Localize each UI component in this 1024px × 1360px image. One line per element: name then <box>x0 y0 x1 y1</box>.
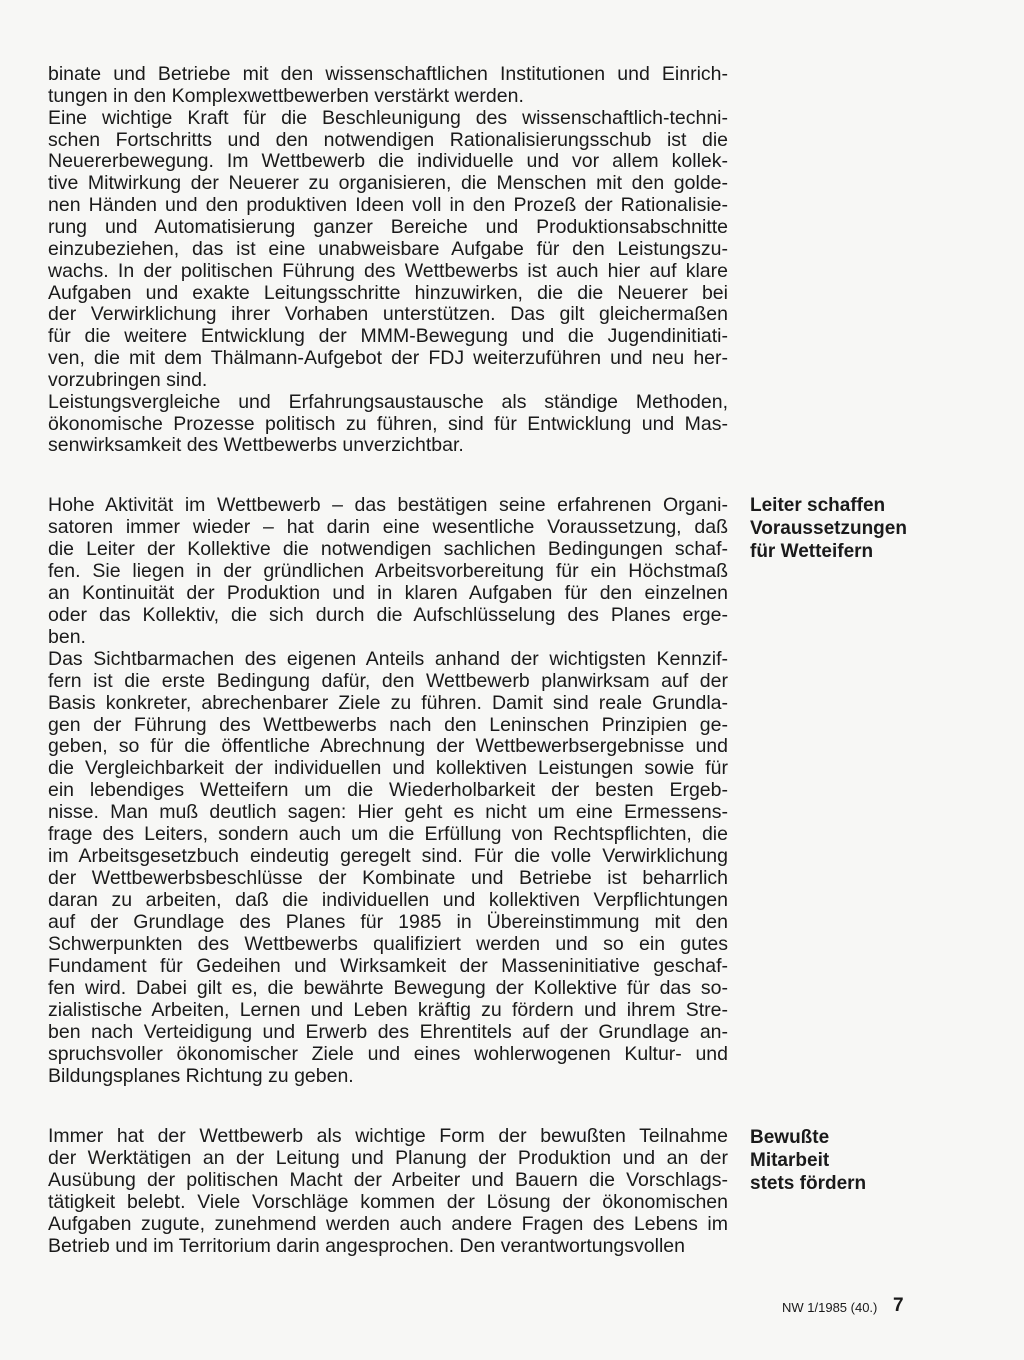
text-line: tungen in den Komplexwettbewerben verstärkt werden. <box>48 84 524 107</box>
text-line: der Wettbewerbsbeschlüsse der Kombinate und Betriebe ist beharrlich <box>48 867 728 890</box>
text-line: rung und Automatisierung ganzer Bereiche und Produktionsabschnitte <box>48 215 728 238</box>
margin-heading-2 <box>750 1126 866 1195</box>
issue-reference: NW 1/1985 (40.) <box>782 1300 878 1315</box>
text-line: ben nach Verteidigung und Erwerb des Ehrentitels auf der Grundlage an- <box>48 1020 728 1043</box>
text-line: Aufgaben zugute, zunehmend werden auch andere Fragen des Lebens im <box>48 1212 728 1235</box>
text-line: die Vergleichbarkeit der individuellen und kollektiven Leistungen sowie für <box>48 757 728 780</box>
text-line: geben, so für die öffentliche Abrechnung der Wettbewerbsergebnisse und <box>48 735 728 758</box>
page-number: 7 <box>893 1295 904 1316</box>
margin-heading-1 <box>750 494 907 563</box>
text-line: daran zu arbeiten, daß die individuellen und kollektiven Verpflichtungen <box>48 889 728 912</box>
text-line: im Arbeitsgesetzbuch eindeutig geregelt sind. Für die volle Verwirklichung <box>48 845 728 868</box>
text-line: einzubeziehen, das ist eine unabweisbare Aufgabe für den Leistungszu- <box>48 237 728 260</box>
text-line: wachs. In der politischen Führung des Wettbewerbs ist auch hier auf klare <box>48 259 728 282</box>
text-line: Eine wichtige Kraft für die Beschleunigung des wissenschaftlich-techni- <box>48 106 728 129</box>
text-line: auf der Grundlage des Planes für 1985 in Übereinstimmung mit den <box>48 911 728 934</box>
text-line: nen Händen und den produktiven Ideen voll in den Prozeß der Rationalisie- <box>48 194 728 217</box>
text-line: senwirksamkeit des Wettbewerbs unverzichtbar. <box>48 434 464 457</box>
text-line: ben. <box>48 625 86 648</box>
text-line: der Werktätigen an der Leitung und Planung der Produktion und an der <box>48 1146 728 1169</box>
text-line: binate und Betriebe mit den wissenschaftlichen Institutionen und Einrich- <box>48 63 728 85</box>
margin-heading-line: Bewußte <box>750 1127 830 1148</box>
text-line: Bildungsplanes Richtung zu geben. <box>48 1064 354 1087</box>
text-line: Fundament für Gedeihen und Wirksamkeit der Masseninitiative geschaf- <box>48 954 728 977</box>
text-line: fern ist die erste Bedingung dafür, den Wettbewerb planwirksam auf der <box>48 669 728 692</box>
text-line: vorzubringen sind. <box>48 368 208 391</box>
text-line: die Leiter der Kollektive die notwendigen sachlichen Bedingungen schaf- <box>48 537 728 560</box>
text-line: Ausübung der politischen Macht der Arbeiter und Bauern die Vorschlags- <box>48 1168 728 1191</box>
margin-heading-line: Leiter schaffen <box>750 495 886 516</box>
text-line: fen wird. Dabei gilt es, die bewährte Bewegung der Kollektive für das so- <box>48 976 728 999</box>
text-line: Neuererbewegung. Im Wettbewerb die individuelle und vor allem kollek- <box>48 150 728 173</box>
text-line: Immer hat der Wettbewerb als wichtige Form der bewußten Teilnahme <box>48 1125 728 1147</box>
text-line: Leistungsvergleiche und Erfahrungsaustausche als ständige Methoden, <box>48 390 728 413</box>
margin-heading-line: für Wetteifern <box>750 541 874 562</box>
margin-heading-line: Mitarbeit <box>750 1150 830 1171</box>
text-line: der Verwirklichung ihrer Vorhaben unterstützen. Das gilt gleichermaßen <box>48 303 728 326</box>
text-line: Basis konkreter, abrechenbarer Ziele zu führen. Damit sind reale Grundla- <box>48 691 728 714</box>
text-line: tätigkeit belebt. Viele Vorschläge kommen der Lösung der ökonomischen <box>48 1190 728 1213</box>
text-line: Betrieb und im Territorium darin angesprochen. Den verantwortungsvollen <box>48 1234 685 1257</box>
margin-heading-line: Voraussetzungen <box>750 518 907 539</box>
text-line: Schwerpunkten des Wettbewerbs qualifiziert werden und so ein gutes <box>48 933 728 955</box>
text-line: spruchsvoller ökonomischer Ziele und eines wohlerwogenen Kultur- und <box>48 1042 728 1065</box>
text-line: ven, die mit dem Thälmann-Aufgebot der FDJ weiterzuführen und neu her- <box>48 347 728 370</box>
text-line: oder das Kollektiv, die sich durch die Aufschlüsselung des Planes erge- <box>48 603 728 626</box>
text-line: fen. Sie liegen in der gründlichen Arbeitsvorbereitung für ein Höchstmaß <box>48 559 728 582</box>
text-line: ein lebendiges Wetteifern um die Wiederholbarkeit der besten Ergeb- <box>48 779 728 802</box>
text-line: an Kontinuität der Produktion und in klaren Aufgaben für den einzelnen <box>48 581 728 604</box>
text-line: gen der Führung des Wettbewerbs nach den Leninschen Prinzipien ge- <box>48 713 728 736</box>
text-line: für die weitere Entwicklung der MMM-Bewegung und die Jugendinitiati- <box>48 325 728 348</box>
text-line: schen Fortschritts und den notwendigen Rationalisierungsschub ist die <box>48 128 728 151</box>
text-line: satoren immer wieder – hat darin eine wesentliche Voraussetzung, daß <box>48 515 728 538</box>
text-line: ökonomische Prozesse politisch zu führen, sind für Entwicklung und Mas- <box>48 412 728 435</box>
text-line: zialistische Arbeiten, Lernen und Leben kräftig zu fördern und ihrem Stre- <box>48 998 728 1021</box>
margin-heading-line: stets fördern <box>750 1173 867 1194</box>
text-line: frage des Leiters, sondern auch um die Erfüllung von Rechtspflichten, die <box>48 823 728 846</box>
text-line: Das Sichtbarmachen des eigenen Anteils anhand der wichtigsten Kennzif- <box>48 647 728 670</box>
text-line: nisse. Man muß deutlich sagen: Hier geht es nicht um eine Ermessens- <box>48 801 728 824</box>
text-line: Aufgaben und exakte Leitungsschritte hinzuwirken, die die Neuerer bei <box>48 281 728 304</box>
text-line: tive Mitwirkung der Neuerer zu organisieren, die Menschen mit den golde- <box>48 172 728 195</box>
text-line: Hohe Aktivität im Wettbewerb – das bestätigen seine erfahrenen Organi- <box>48 494 728 516</box>
